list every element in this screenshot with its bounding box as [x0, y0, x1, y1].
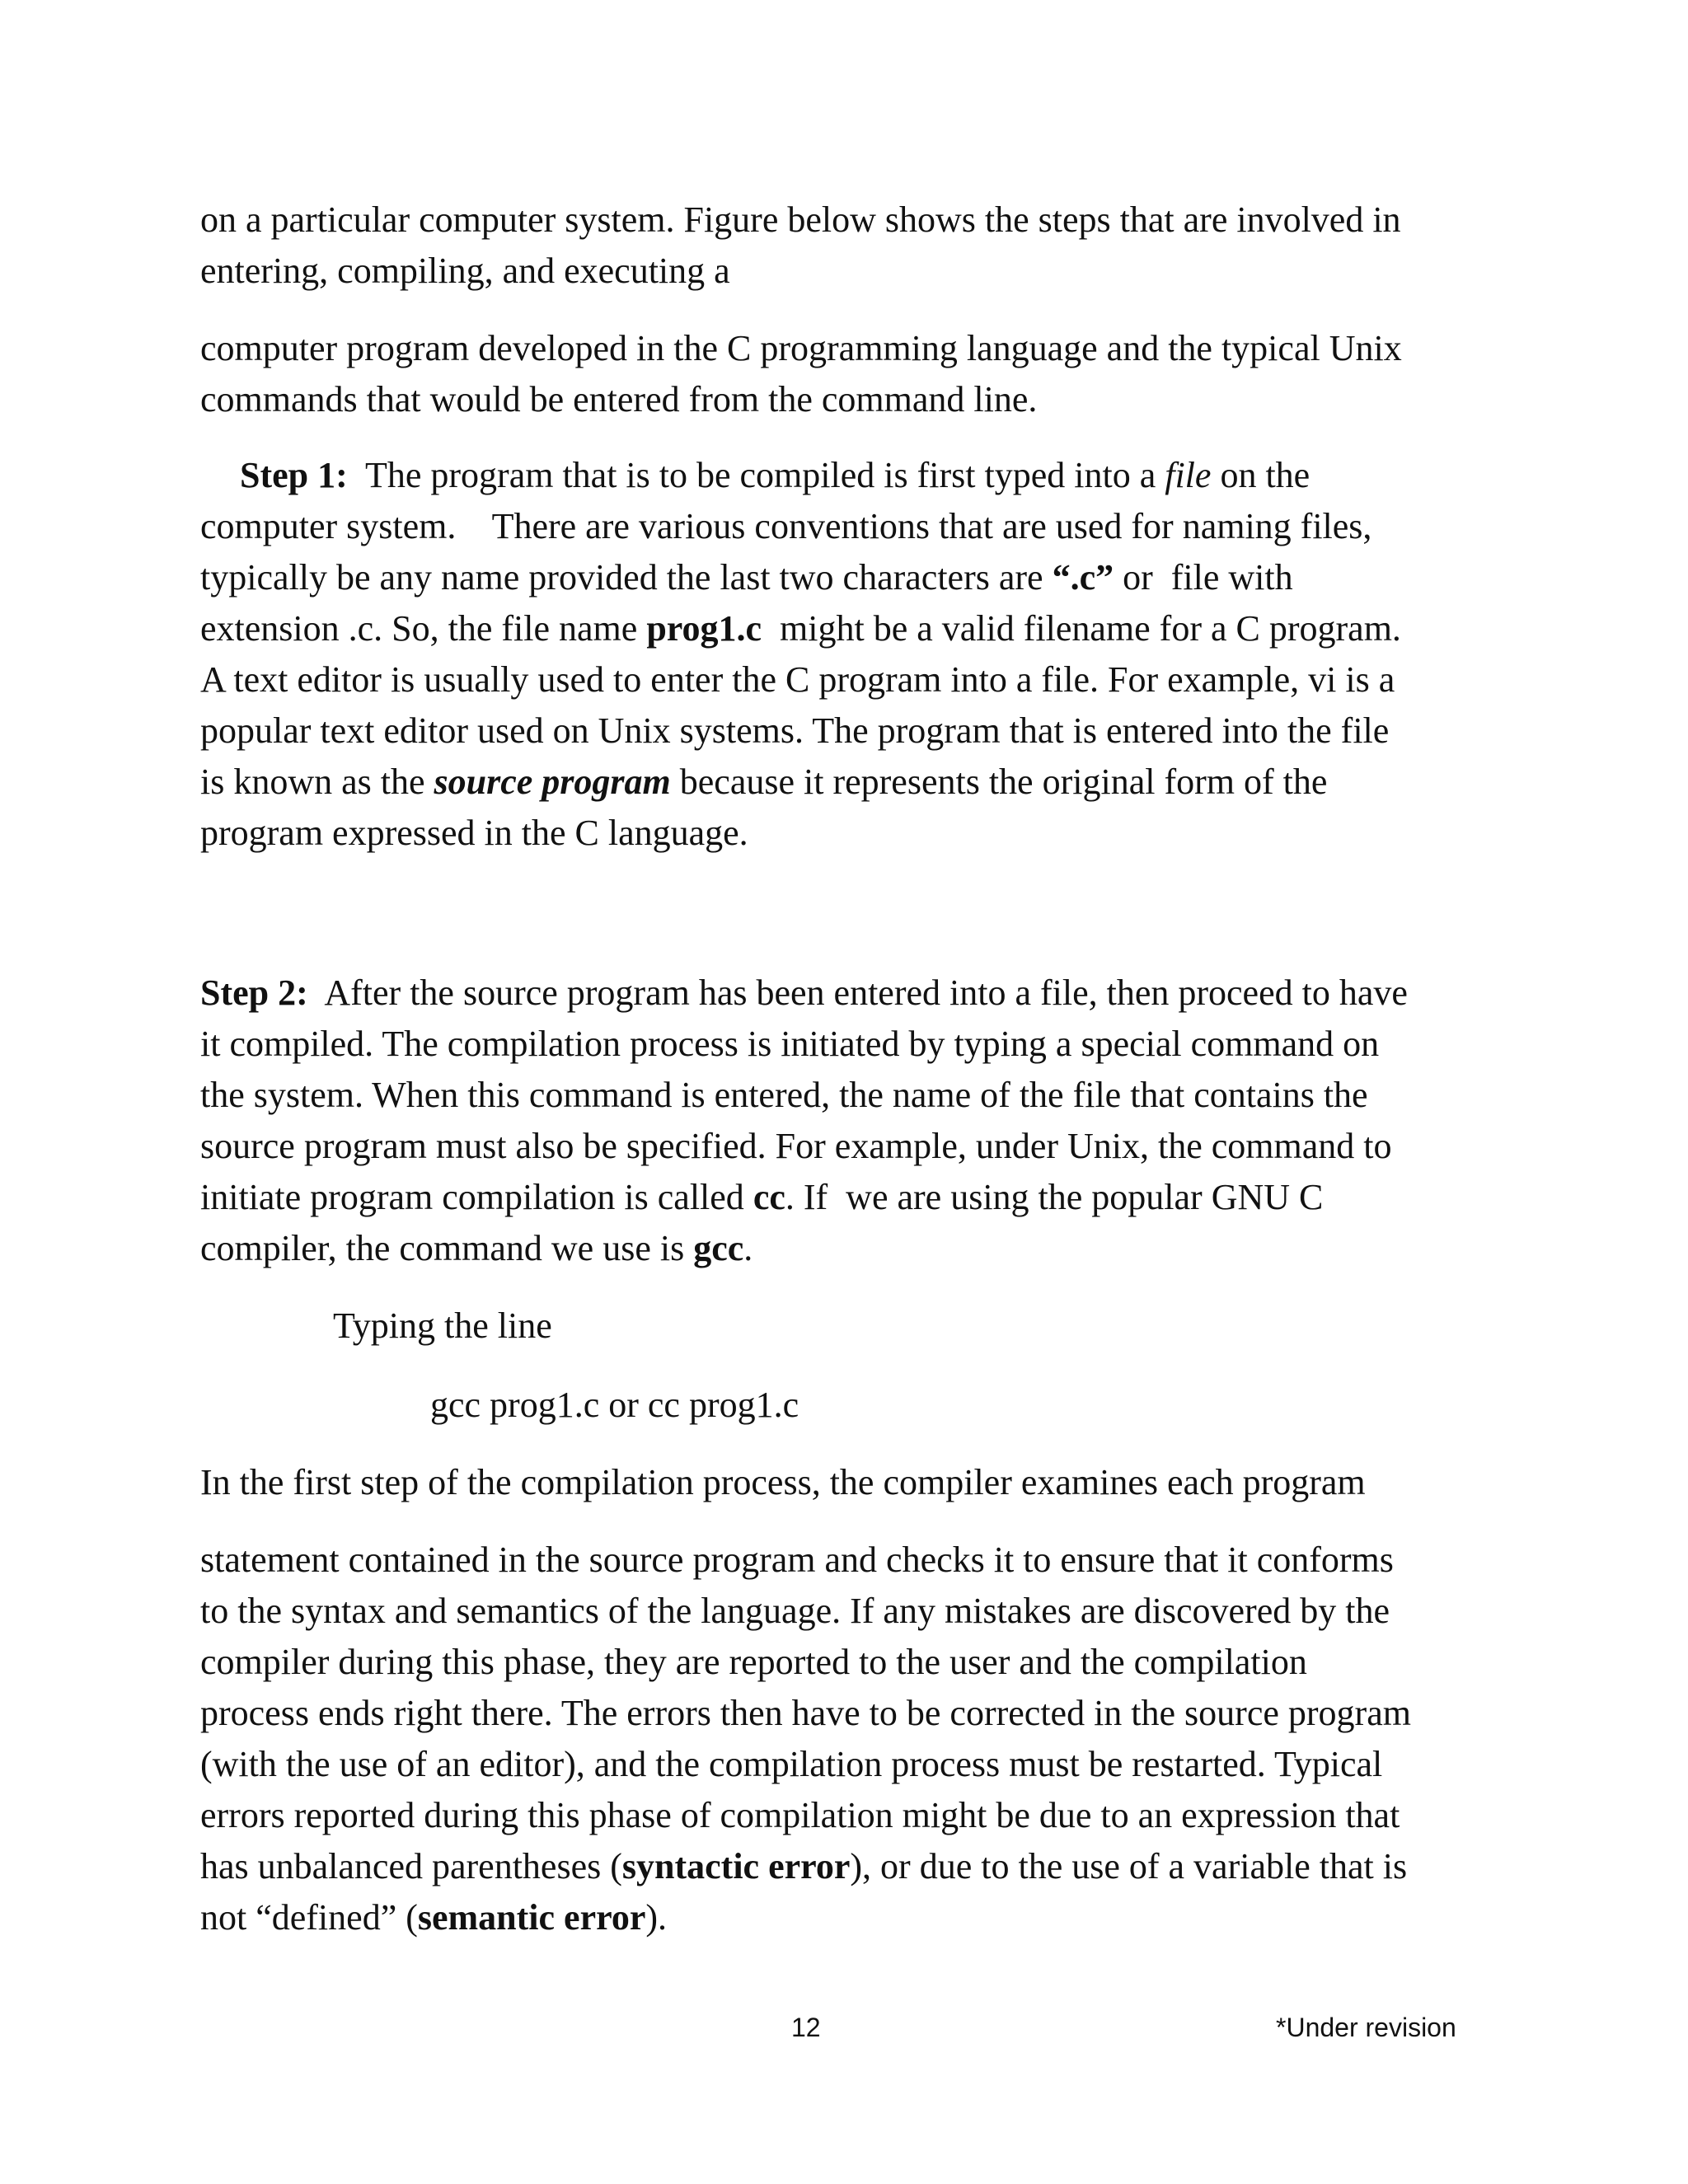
text-line: it compiled. The compilation process is initiated by typing a special command on	[200, 1024, 1380, 1064]
text-line: popular text editor used on Unix systems. The program that is entered into the file	[200, 710, 1390, 751]
cc-command: cc	[753, 1177, 785, 1217]
text-run: The program that is to be compiled is first typed into a	[347, 455, 1165, 495]
text-run: ).	[645, 1897, 668, 1938]
text-line: statement contained in the source program and checks it to ensure that it conforms	[200, 1540, 1394, 1580]
text-line: entering, compiling, and executing a	[200, 251, 730, 291]
extension-term: “.c”	[1052, 557, 1114, 598]
text-run: extension .c. So, the file name	[200, 608, 647, 649]
text-line: gcc prog1.c or cc prog1.c	[430, 1385, 799, 1425]
text-line	[200, 603, 1498, 654]
source-program-term: source program	[434, 762, 671, 802]
text-line: computer system. There are various conventions that are used for naming files,	[200, 506, 1372, 546]
text-line	[200, 1172, 1498, 1223]
text-run: might be a valid filename for a C program.	[762, 608, 1401, 649]
semantic-error-term: semantic error	[417, 1897, 646, 1938]
page-number: 12	[791, 2013, 821, 2042]
text-line: Typing the line	[333, 1305, 552, 1346]
text-line	[200, 968, 1498, 1019]
text-run: typically be any name provided the last two characters are	[200, 557, 1053, 598]
step-1-label: Step 1:	[240, 455, 348, 495]
text-line: process ends right there. The errors then have to be corrected in the source program	[200, 1693, 1411, 1733]
step-2-label: Step 2:	[200, 972, 308, 1013]
text-line: program expressed in the C language.	[200, 813, 748, 853]
text-line: source program must also be specified. For example, under Unix, the command to	[200, 1126, 1392, 1166]
text-line: In the first step of the compilation process, the compiler examines each program	[200, 1462, 1366, 1502]
text-run: because it represents the original form of the	[670, 762, 1328, 802]
text-line: the system. When this command is entered, the name of the file that contains the	[200, 1075, 1368, 1115]
text-line	[200, 552, 1498, 603]
text-run: .	[743, 1228, 753, 1268]
intro-paragraph	[200, 194, 1498, 297]
text-line: on a particular computer system. Figure below shows the steps that are involved in	[200, 199, 1401, 240]
text-run: has unbalanced parentheses (	[200, 1846, 622, 1886]
text-run: initiate program compilation is called	[200, 1177, 753, 1217]
text-line: to the syntax and semantics of the language. If any mistakes are discovered by the	[200, 1591, 1390, 1631]
syntactic-error-term: syntactic error	[621, 1846, 851, 1886]
text-line: commands that would be entered from the command line.	[200, 379, 1038, 419]
text-run: on the	[1211, 455, 1311, 495]
compilation-first-step-paragraph	[200, 1457, 1498, 1508]
text-run: . If we are using the popular GNU C	[785, 1177, 1324, 1217]
errors-paragraph	[200, 1535, 1498, 1943]
filename-term: prog1.c	[646, 608, 762, 649]
text-line	[200, 1892, 1498, 1943]
text-line	[200, 1841, 1498, 1892]
text-run: not “defined” (	[200, 1897, 418, 1938]
text-line: computer program developed in the C programming language and the typical Unix	[200, 328, 1402, 368]
text-line	[200, 1223, 1498, 1274]
text-run: or file with	[1114, 557, 1293, 598]
compile-command-example	[430, 1380, 1688, 1431]
text-run: is known as the	[200, 762, 434, 802]
typing-line-text	[333, 1301, 1631, 1352]
text-run: ), or due to the use of a variable that is	[850, 1846, 1408, 1886]
text-line: compiler during this phase, they are reported to the user and the compilation	[200, 1642, 1307, 1682]
text-line: A text editor is usually used to enter the C program into a file. For example, vi is a	[200, 659, 1395, 700]
text-line: (with the use of an editor), and the compilation process must be restarted. Typical	[200, 1744, 1383, 1784]
gcc-command: gcc	[693, 1228, 744, 1268]
text-run: After the source program has been entered into a file, then proceed to have	[307, 972, 1408, 1013]
text-line	[200, 450, 1498, 501]
step-1-paragraph	[200, 450, 1498, 859]
text-line: errors reported during this phase of compilation might be due to an expression that	[200, 1795, 1400, 1835]
file-term: file	[1165, 455, 1212, 495]
revision-note: *Under revision	[1276, 2013, 1456, 2042]
step-2-paragraph	[200, 968, 1498, 1274]
text-run: compiler, the command we use is	[200, 1228, 694, 1268]
program-commands-paragraph	[200, 323, 1498, 425]
text-line	[200, 757, 1498, 808]
